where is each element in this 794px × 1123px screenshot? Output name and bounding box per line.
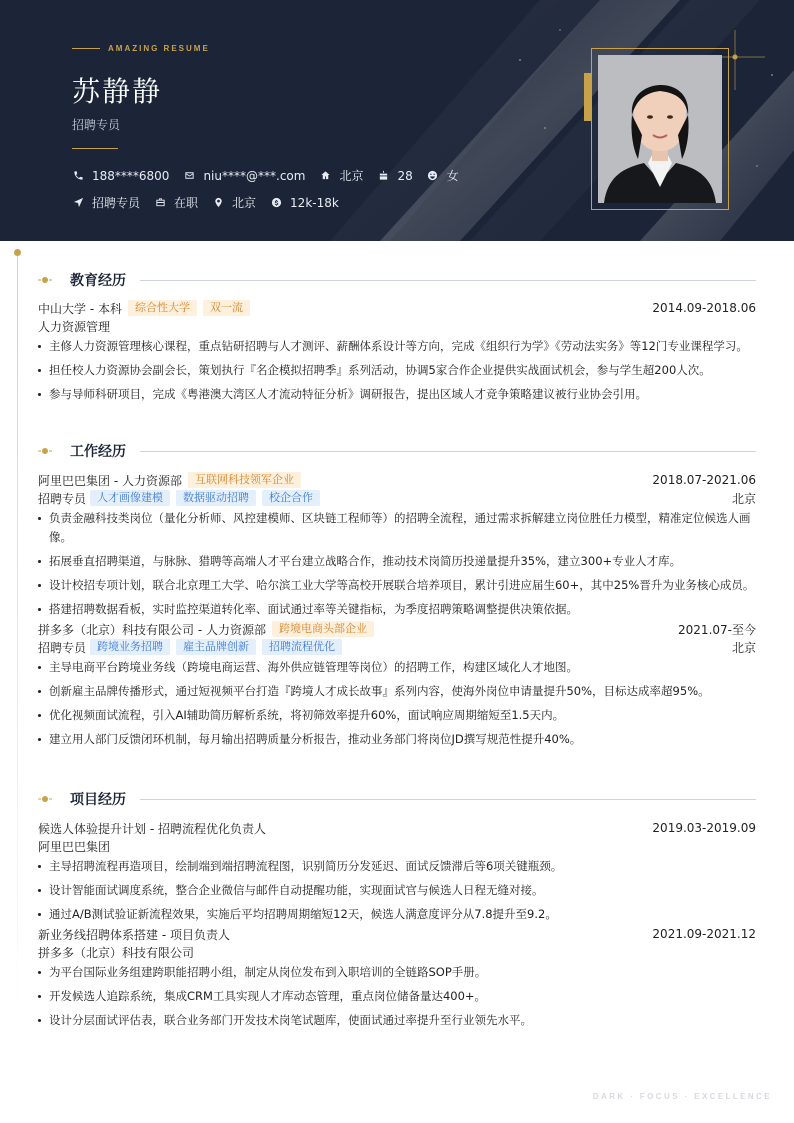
phone-icon (72, 170, 84, 182)
job-bullets (38, 658, 756, 749)
project-date: 2019.03-2019.09 (652, 821, 756, 835)
project-bullets (38, 857, 756, 924)
contact-gender (427, 167, 459, 184)
skill-tag: 校企合作 (262, 490, 320, 506)
project-name: 候选人体验提升计划 - 招聘流程优化负责人 (38, 821, 266, 836)
company-name: 阿里巴巴集团 - 人力资源部 (38, 473, 182, 488)
list-item: 优化视频面试流程，引入AI辅助简历解析系统，将初筛效率提升60%，面试响应周期缩短至1.5天内。 (38, 706, 756, 725)
location-pin-icon (212, 197, 224, 209)
intent-status (154, 194, 198, 211)
phone-text: 188****6800 (92, 168, 170, 183)
list-item: 主导招聘流程再造项目，绘制端到端招聘流程图，识别简历分发延迟、面试反馈滞后等6项关键瓶颈。 (38, 857, 756, 876)
education-bullets (38, 337, 756, 404)
contact-phone (72, 169, 169, 183)
footer-motto: DARK · FOCUS · EXCELLENCE (592, 1092, 772, 1101)
tagline (72, 44, 210, 53)
job-intent-row (72, 194, 353, 211)
company-tag: 跨境电商头部企业 (272, 621, 374, 637)
tagline-text: AMAZING RESUME (108, 44, 210, 53)
education-date: 2014.09-2018.06 (652, 301, 756, 315)
avatar (598, 55, 722, 203)
send-icon (72, 197, 84, 209)
section-rule (140, 799, 756, 800)
job-city: 北京 (731, 640, 756, 655)
contact-home (319, 167, 363, 184)
list-item: 担任校人力资源协会副会长，策划执行『名企模拟招聘季』系列活动，协调5家合作企业提供实战面试机会，参与学生超200人次。 (38, 361, 756, 380)
list-item: 设计校招专项计划，联合北京理工大学、哈尔滨工业大学等高校开展联合培养项目，累计引进应届生60+，其中25%晋升为业务核心成员。 (38, 576, 756, 595)
list-item: 建立用人部门反馈闭环机制，每月输出招聘质量分析报告，推动业务部门将岗位JD撰写规范性提升40%。 (38, 730, 756, 749)
skill-tag: 人才画像建模 (90, 490, 170, 506)
major-row (38, 317, 756, 335)
intent-status-text: 在职 (174, 196, 199, 210)
project-entry (38, 925, 756, 943)
intent-city (212, 194, 256, 211)
intent-position-text: 招聘专员 (92, 196, 141, 210)
candidate-title: 招聘专员 (72, 118, 121, 132)
skill-tag: 雇主品牌创新 (176, 639, 256, 655)
job-entry (38, 620, 756, 638)
gold-divider (72, 148, 118, 149)
list-item: 创新雇主品牌传播形式，通过短视频平台打造『跨境人才成长故事』系列内容，使海外岗位申请量提升50%，目标达成率超95%。 (38, 682, 756, 701)
job-date: 2018.07-2021.06 (652, 473, 756, 487)
school-tag: 双一流 (203, 300, 250, 316)
briefcase-icon (154, 197, 166, 209)
home-text: 北京 (339, 169, 364, 183)
major: 人力资源管理 (38, 319, 111, 334)
list-item: 开发候选人追踪系统，集成CRM工具实现人才库动态管理，重点岗位储备量达400+。 (38, 987, 756, 1006)
project-org: 阿里巴巴集团 (38, 839, 111, 854)
list-item: 拓展垂直招聘渠道，与脉脉、猎聘等高端人才平台建立战略合作，推动技术岗简历投递量提升35%，建立300+专业人才库。 (38, 552, 756, 571)
smile-icon (427, 170, 439, 182)
email-text: niu****@***.com (203, 168, 306, 183)
projects-header (38, 789, 756, 809)
gender-text: 女 (446, 169, 459, 183)
role-name: 招聘专员 (38, 640, 87, 655)
role-row (38, 489, 756, 507)
job-city: 北京 (731, 491, 756, 506)
list-item: 搭建招聘数据看板，实时监控渠道转化率、面试通过率等关键指标，为季度招聘策略调整提供决策依据。 (38, 600, 756, 619)
section-title: 项目经历 (70, 792, 126, 808)
project-org: 拼多多（北京）科技有限公司 (38, 945, 195, 960)
skill-tag: 数据驱动招聘 (176, 490, 256, 506)
dollar-icon (270, 197, 282, 209)
company-name: 拼多多（北京）科技有限公司 - 人力资源部 (38, 622, 266, 637)
education-section (38, 270, 756, 409)
project-org-row (38, 837, 756, 855)
photo-gold-tab (584, 73, 591, 121)
intent-city-text: 北京 (232, 196, 257, 210)
job-bullets (38, 509, 756, 619)
contact-age (377, 169, 412, 183)
list-item: 负责金融科技类岗位（量化分析师、风控建模师、区块链工程师等）的招聘全流程，通过需求拆解建立岗位胜任力模型，精准定位候选人画像。 (38, 509, 756, 547)
work-header (38, 441, 756, 461)
list-item: 设计分层面试评估表，联合业务部门开发技术岗笔试题库，使面试通过率提升至行业领先水平。 (38, 1011, 756, 1030)
section-title: 教育经历 (70, 273, 126, 289)
contact-email (183, 169, 305, 183)
list-item: 通过A/B测试验证新流程效果，实施后平均招聘周期缩短12天，候选人满意度评分从7.8提升至9.2。 (38, 905, 756, 924)
list-item: 参与导师科研项目，完成《粤港澳大湾区人才流动特征分析》调研报告，提出区域人才竞争策略建议被行业协会引用。 (38, 385, 756, 404)
project-org-row (38, 943, 756, 961)
list-item: 主导电商平台跨境业务线（跨境电商运营、海外供应链管理等岗位）的招聘工作，构建区域化人才地图。 (38, 658, 756, 677)
resume-header (0, 0, 794, 241)
job-entry (38, 471, 756, 489)
cake-icon (377, 170, 389, 182)
intent-salary (270, 196, 339, 210)
list-item: 设计智能面试调度系统，整合企业微信与邮件自动提醒功能，实现面试官与候选人日程无缝对接。 (38, 881, 756, 900)
project-date: 2021.09-2021.12 (652, 927, 756, 941)
section-rule (140, 451, 756, 452)
list-item: 为平台国际业务组建跨职能招聘小组，制定从岗位发布到入职培训的全链路SOP手册。 (38, 963, 756, 982)
role-name: 招聘专员 (38, 491, 87, 506)
project-name: 新业务线招聘体系搭建 - 项目负责人 (38, 927, 230, 942)
intent-position (72, 194, 140, 211)
job-date: 2021.07-至今 (678, 622, 756, 637)
school-tag: 综合性大学 (128, 300, 197, 316)
school-name: 中山大学 - 本科 (38, 301, 122, 316)
education-header (38, 270, 756, 290)
section-title: 工作经历 (70, 444, 126, 460)
mail-icon (183, 170, 195, 182)
contact-row (72, 167, 473, 184)
work-section (38, 441, 756, 754)
candidate-name: 苏静静 (72, 75, 163, 108)
sun-icon (38, 792, 52, 806)
role-row (38, 638, 756, 656)
sun-icon (38, 444, 52, 458)
intent-salary-text: 12k-18k (290, 195, 339, 210)
projects-section (38, 789, 756, 1035)
home-icon (319, 170, 331, 182)
timeline-line (17, 252, 18, 1032)
skill-tag: 招聘流程优化 (262, 639, 342, 655)
age-text: 28 (397, 168, 413, 183)
company-tag: 互联网科技领军企业 (188, 472, 301, 488)
timeline-dot (14, 249, 21, 256)
project-entry (38, 819, 756, 837)
list-item: 主修人力资源管理核心课程，重点钻研招聘与人才测评、薪酬体系设计等方向，完成《组织行为学》《劳动法实务》等12门专业课程学习。 (38, 337, 756, 356)
project-bullets (38, 963, 756, 1030)
tagline-line (72, 48, 100, 49)
skill-tag: 跨境业务招聘 (90, 639, 170, 655)
section-rule (140, 280, 756, 281)
education-entry (38, 299, 756, 317)
sun-icon (38, 273, 52, 287)
